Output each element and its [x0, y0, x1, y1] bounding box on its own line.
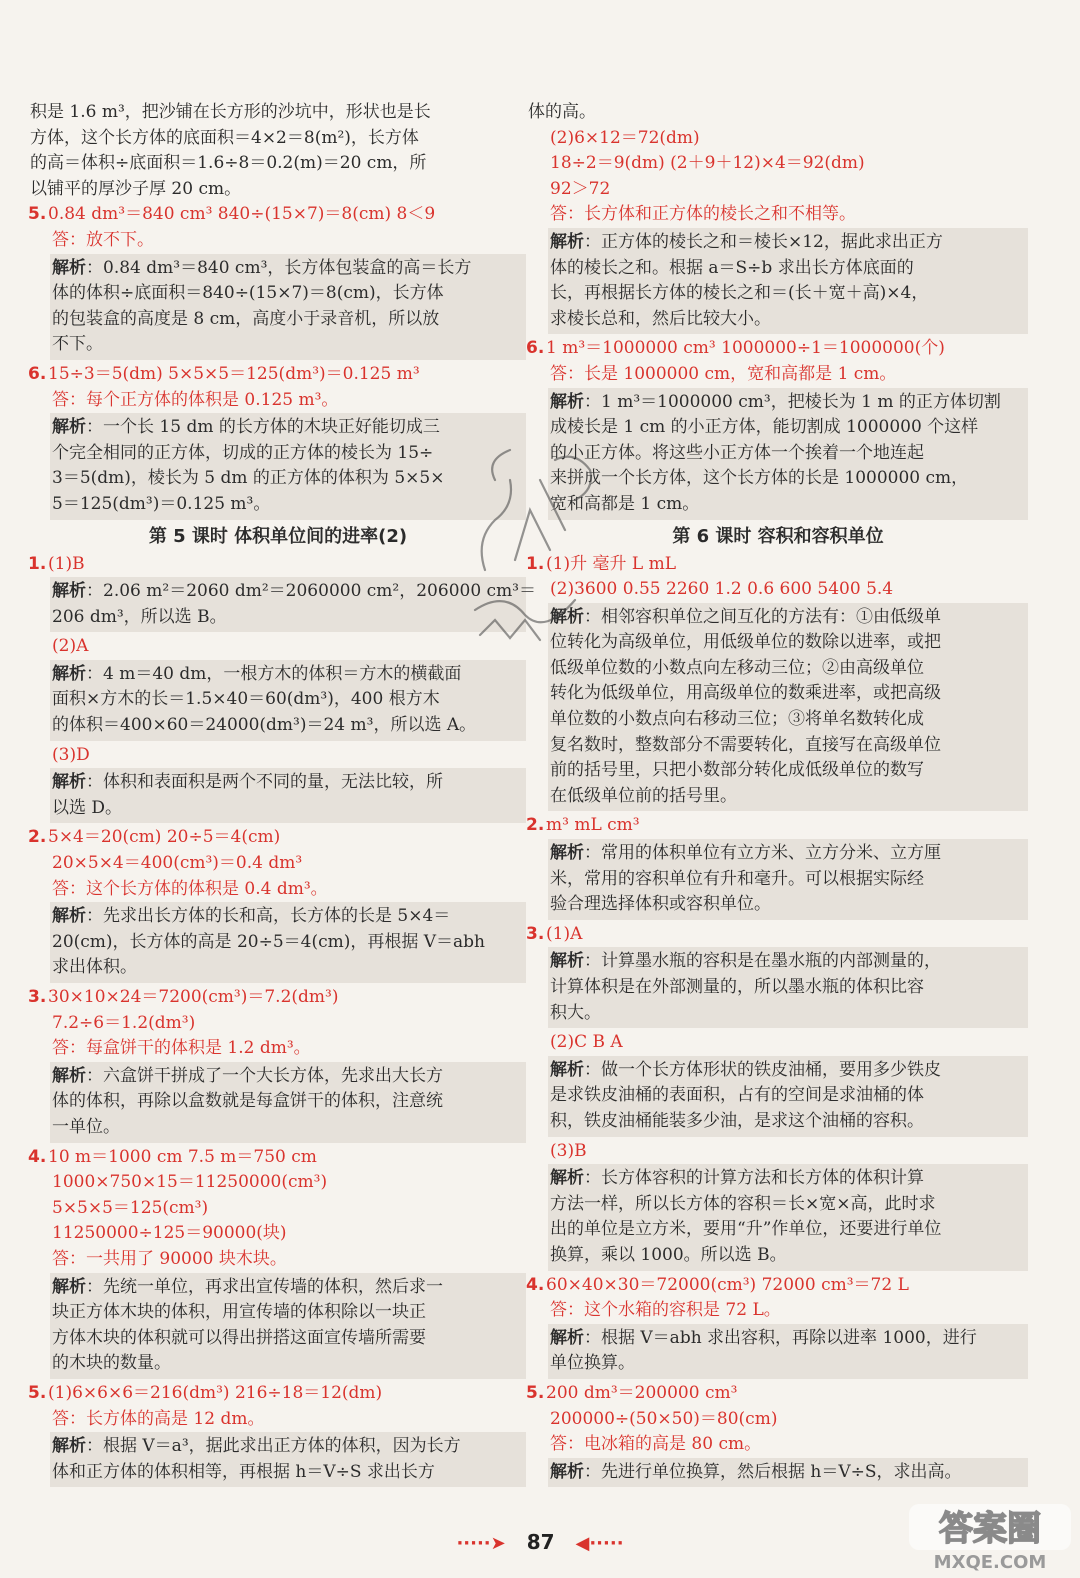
prev-arrow-icon: ◀·····: [575, 1533, 624, 1554]
analysis-text: ：2.06 m²＝2060 dm²＝2060000 cm²，206000 cm³＝: [86, 581, 537, 602]
analysis-block: [50, 254, 526, 360]
analysis-text: 成棱长是 1 cm 的小正方体，能切割成 1000000 个这样: [550, 417, 979, 438]
analysis-text: ：计算墨水瓶的容积是在墨水瓶的内部测量的，: [584, 951, 941, 972]
analysis-line: [548, 390, 1024, 416]
analysis-line: [548, 1217, 1024, 1243]
question-answer-line: [30, 825, 526, 851]
analysis-text: 单位换算。: [550, 1353, 635, 1374]
analysis-line: [50, 415, 522, 441]
question-number: 5.: [28, 204, 47, 225]
analysis-label: 解析: [52, 581, 86, 602]
text-line: 体的高。: [528, 102, 596, 122]
analysis-line: [548, 1109, 1024, 1135]
analysis-text: 前的括号里，只把小数部分转化成低级单位的数写: [550, 760, 924, 781]
analysis-text: 20(cm)，长方体的高是 20÷5＝4(cm)，再根据 V＝abh: [52, 931, 486, 952]
analysis-line: [548, 1166, 1024, 1192]
text-line: 积是 1.6 m³，把沙铺在长方形的沙坑中，形状也是长: [30, 102, 431, 122]
analysis-text: 以选 D。: [52, 797, 123, 818]
question-answer-line: [528, 336, 1028, 362]
analysis-label: 解析: [550, 606, 584, 627]
analysis-text: 方法一样，所以长方体的容积＝长×宽×高，此时求: [550, 1193, 936, 1214]
analysis-block: [548, 1056, 1028, 1137]
answer-line: 答：一共用了 90000 块木块。: [52, 1248, 287, 1269]
analysis-line: [50, 1326, 522, 1352]
analysis-line: [548, 630, 1024, 656]
analysis-line: [50, 1115, 522, 1141]
analysis-line: [50, 1300, 522, 1326]
analysis-text: ：4 m＝40 dm，一根方木的体积＝方木的横截面: [86, 663, 462, 684]
analysis-text: 体和正方体的体积相等，再根据 h＝V÷S 求出长方: [52, 1461, 435, 1482]
analysis-line: [548, 605, 1024, 631]
analysis-text: ：先统一单位，再求出宣传墙的体积，然后求一: [86, 1276, 443, 1297]
analysis-line: [548, 230, 1024, 256]
answer-line: 20×5×4＝400(cm³)＝0.4 dm³: [52, 853, 303, 874]
question-number: 5.: [526, 1382, 545, 1403]
analysis-text: 是求铁皮油桶的表面积，占有的空间是求油桶的体: [550, 1085, 924, 1106]
analysis-label: 解析: [52, 257, 86, 278]
analysis-line: [548, 1243, 1024, 1269]
watermark-logo: [905, 1500, 1075, 1572]
analysis-text: 一单位。: [52, 1116, 120, 1137]
analysis-label: 解析: [52, 1276, 86, 1297]
analysis-label: 解析: [52, 1436, 86, 1457]
answer-text: 0.84 dm³＝840 cm³ 840÷(15×7)＝8(cm) 8＜9: [48, 204, 436, 225]
answer-line: 7.2÷6＝1.2(dm³): [52, 1012, 196, 1033]
analysis-line: [50, 904, 522, 930]
analysis-text: ：长方体容积的计算方法和长方体的体积计算: [584, 1168, 924, 1189]
answer-text: 10 m＝1000 cm 7.5 m＝750 cm: [48, 1146, 317, 1167]
analysis-line: [50, 1460, 522, 1486]
question-number: 6.: [28, 363, 47, 384]
analysis-line: [548, 256, 1024, 282]
answer-line: 200000÷(50×50)＝80(cm): [550, 1408, 778, 1429]
text-line: 方体，这个长方体的底面积＝4×2＝8(m²)，长方体: [30, 127, 419, 148]
analysis-block: [50, 1062, 526, 1143]
analysis-line: [548, 1351, 1024, 1377]
analysis-line: [548, 707, 1024, 733]
analysis-line: [548, 492, 1024, 518]
analysis-text: 长，再根据长方体的棱长之和＝(长＋宽＋高)×4，: [550, 283, 929, 304]
answer-text: 200 dm³＝200000 cm³: [546, 1382, 738, 1403]
analysis-line: [548, 1083, 1024, 1109]
analysis-block: [548, 1458, 1028, 1488]
analysis-line: [548, 441, 1024, 467]
analysis-text: ：正方体的棱长之和＝棱长×12，据此求出正方: [584, 231, 943, 252]
question-answer-line: [528, 922, 1028, 948]
analysis-label: 解析: [52, 417, 86, 438]
analysis-label: 解析: [550, 951, 584, 972]
answer-text: 5×4＝20(cm) 20÷5＝4(cm): [48, 827, 281, 848]
analysis-label: 解析: [550, 843, 584, 864]
analysis-text: 位转化为高级单位，用低级单位的数除以进率，或把: [550, 632, 941, 653]
analysis-line: [50, 281, 522, 307]
analysis-block: [548, 228, 1028, 334]
analysis-text: 积大。: [550, 1002, 601, 1023]
text-line: 的高＝体积÷底面积＝1.6÷8＝0.2(m)＝20 cm，所: [30, 153, 427, 174]
analysis-text: 不下。: [52, 334, 103, 355]
analysis-text: ：先求出长方体的长和高，长方体的长是 5×4＝: [86, 906, 451, 927]
analysis-line: [50, 1275, 522, 1301]
analysis-text: 体的体积÷底面积＝840÷(15×7)＝8(cm)，长方体: [52, 283, 444, 304]
answer-text: m³ mL cm³: [546, 815, 640, 836]
question-answer-line: [30, 1381, 526, 1407]
question-number: 6.: [526, 338, 545, 359]
analysis-text: 体的体积，再除以盒数就是每盒饼干的体积，注意统: [52, 1091, 443, 1112]
analysis-text: ：体积和表面积是两个不同的量，无法比较，所: [86, 772, 443, 793]
answer-line: 11250000÷125＝90000(块): [52, 1223, 287, 1244]
question-number: 5.: [28, 1382, 47, 1403]
answer-line: 答：这个长方体的体积是 0.4 dm³。: [52, 878, 328, 899]
analysis-line: [548, 949, 1024, 975]
next-arrow-icon: ·····➤: [456, 1533, 506, 1554]
analysis-label: 解析: [550, 1168, 584, 1189]
analysis-label: 解析: [550, 231, 584, 252]
analysis-text: 求棱长总和，然后比较大小。: [550, 308, 771, 329]
question-answer-line: [30, 552, 526, 578]
page-number: 87: [526, 1530, 555, 1554]
lesson-heading: 第 5 课时 体积单位间的进率(2): [148, 525, 408, 547]
analysis-line: [50, 307, 522, 333]
answer-line: 答：这个水箱的容积是 72 L。: [550, 1300, 781, 1321]
answer-line: 答：放不下。: [52, 229, 154, 250]
analysis-line: [548, 281, 1024, 307]
question-number: 3.: [526, 923, 545, 944]
right-column: [528, 100, 1028, 1489]
analysis-text: 换算，乘以 1000。所以选 B。: [550, 1244, 787, 1265]
analysis-text: 复名数时，整数部分不需要转化，直接写在高级单位: [550, 734, 941, 755]
analysis-line: [548, 681, 1024, 707]
analysis-label: 解析: [52, 663, 86, 684]
analysis-line: [50, 687, 522, 713]
analysis-text: 的木块的数量。: [52, 1353, 171, 1374]
answer-line: 答：长方体和正方体的棱长之和不相等。: [550, 204, 856, 225]
analysis-line: [50, 955, 522, 981]
analysis-text: 个完全相同的正方体，切成的正方体的棱长为 15÷: [52, 442, 434, 463]
analysis-text: 低级单位数的小数点向左移动三位；②由高级单位: [550, 657, 924, 678]
analysis-text: 验合理选择体积或容积单位。: [550, 894, 771, 915]
answer-line: (2)3600 0.55 2260 1.2 0.6 600 5400 5.4: [550, 579, 894, 600]
answer-line: 答：电冰箱的高是 80 cm。: [550, 1434, 762, 1455]
analysis-text: 来拼成一个长方体，这个长方体的长是 1000000 cm，: [550, 468, 969, 489]
analysis-line: [50, 796, 522, 822]
question-answer-line: [30, 1145, 526, 1171]
analysis-line: [50, 605, 522, 631]
analysis-text: 的包装盒的高度是 8 cm，高度小于录音机，所以放: [52, 308, 440, 329]
analysis-text: 块正方体木块的体积，用宣传墙的体积除以一块正: [52, 1302, 426, 1323]
answer-line: 92＞72: [550, 178, 611, 199]
analysis-block: [50, 1432, 526, 1487]
analysis-line: [50, 441, 522, 467]
analysis-block: [548, 603, 1028, 812]
analysis-text: 单位数的小数点向右移动三位；③将单名数转化成: [550, 709, 924, 730]
answer-text: 1 m³＝1000000 cm³ 1000000÷1＝1000000(个): [546, 338, 945, 359]
analysis-line: [50, 770, 522, 796]
analysis-text: 计算体积是在外部测量的，所以墨水瓶的体积比容: [550, 977, 924, 997]
analysis-block: [50, 1273, 526, 1379]
analysis-line: [548, 1326, 1024, 1352]
analysis-text: ：根据 V＝a³，据此求出正方体的体积，因为长方: [86, 1436, 461, 1457]
analysis-label: 解析: [550, 1059, 584, 1080]
analysis-text: 面积×方木的长＝1.5×40＝60(dm³)，400 根方木: [52, 689, 440, 710]
analysis-text: ：先进行单位换算，然后根据 h＝V÷S，求出高。: [584, 1461, 962, 1482]
analysis-line: [548, 1001, 1024, 1027]
analysis-block: [50, 768, 526, 823]
question-answer-line: [30, 202, 526, 228]
analysis-label: 解析: [550, 391, 584, 412]
analysis-block: [548, 947, 1028, 1028]
analysis-block: [548, 839, 1028, 920]
question-answer-line: [30, 362, 526, 388]
analysis-text: ：根据 V＝abh 求出容积，再除以进率 1000，进行: [584, 1327, 977, 1348]
analysis-text: ：一个长 15 dm 的长方体的木块正好能切成三: [86, 417, 440, 438]
analysis-line: [50, 579, 537, 605]
question-answer-line: [528, 813, 1028, 839]
lesson-heading: 第 6 课时 容积和容积单位: [672, 525, 884, 547]
analysis-line: [50, 332, 522, 358]
answer-line: (2)6×12＝72(dm): [550, 127, 700, 148]
analysis-block: [548, 1164, 1028, 1270]
analysis-text: 积，铁皮油桶能装多少油，是求这个油桶的容积。: [550, 1110, 924, 1131]
analysis-text: ：1 m³＝1000000 cm³，把棱长为 1 m 的正方体切割: [584, 391, 1001, 412]
analysis-line: [548, 1192, 1024, 1218]
analysis-text: ：做一个长方体形状的铁皮油桶，要用多少铁皮: [584, 1059, 941, 1080]
question-answer-line: [528, 1273, 1028, 1299]
question-number: 1.: [526, 553, 545, 574]
analysis-line: [548, 733, 1024, 759]
answer-line: (3)B: [550, 1140, 587, 1161]
analysis-text: 宽和高都是 1 cm。: [550, 493, 700, 514]
analysis-line: [50, 256, 522, 282]
question-number: 1.: [28, 553, 47, 574]
analysis-text: ：常用的体积单位有立方米、立方分米、立方厘: [584, 843, 941, 864]
analysis-line: [548, 307, 1024, 333]
answer-text: (1)升 毫升 L mL: [546, 553, 676, 574]
analysis-text: 5＝125(dm³)＝0.125 m³。: [52, 493, 271, 514]
question-number: 2.: [526, 815, 545, 836]
analysis-line: [548, 841, 1024, 867]
analysis-block: [50, 902, 526, 983]
analysis-line: [50, 1351, 522, 1377]
left-column: [28, 100, 537, 1489]
analysis-line: [548, 892, 1024, 918]
answer-text: (1)6×6×6＝216(dm³) 216÷18＝12(dm): [48, 1382, 383, 1403]
analysis-line: [50, 662, 522, 688]
analysis-block: [50, 660, 526, 741]
analysis-line: [50, 1089, 522, 1115]
answer-text: 60×40×30＝72000(cm³) 72000 cm³＝72 L: [546, 1274, 909, 1295]
question-answer-line: [30, 985, 526, 1011]
analysis-text: 转化为低级单位，用高级单位的数乘进率，或把高级: [550, 683, 941, 704]
answer-line: 答：长方体的高是 12 dm。: [52, 1408, 265, 1429]
answer-line: 答：长是 1000000 cm，宽和高都是 1 cm。: [550, 363, 897, 384]
analysis-label: 解析: [550, 1461, 584, 1482]
analysis-line: [50, 1434, 522, 1460]
analysis-line: [548, 656, 1024, 682]
answer-line: 5×5×5＝125(cm³): [52, 1197, 209, 1218]
analysis-block: [548, 388, 1028, 520]
analysis-line: [50, 713, 522, 739]
answer-line: 18÷2＝9(dm) (2＋9＋12)×4＝92(dm): [550, 153, 865, 174]
analysis-text: 出的单位是立方米，要用“升”作单位，还要进行单位: [550, 1219, 942, 1240]
analysis-label: 解析: [52, 906, 86, 927]
analysis-text: 在低级单位前的括号里。: [550, 785, 737, 806]
svg-text:MXQE.COM: MXQE.COM: [933, 1552, 1047, 1573]
answer-line: (2)A: [52, 636, 89, 657]
question-number: 4.: [28, 1146, 47, 1167]
analysis-line: [548, 867, 1024, 893]
answer-line: 答：每盒饼干的体积是 1.2 dm³。: [52, 1038, 311, 1059]
question-number: 2.: [28, 827, 47, 848]
analysis-block: [548, 1324, 1028, 1379]
analysis-text: 方体木块的体积就可以得出拼搭这面宣传墙所需要: [52, 1327, 426, 1348]
answer-text: 15÷3＝5(dm) 5×5×5＝125(dm³)＝0.125 m³: [48, 363, 420, 384]
text-line: 以铺平的厚沙子厚 20 cm。: [30, 178, 242, 199]
analysis-line: [50, 466, 522, 492]
analysis-label: 解析: [52, 1065, 86, 1086]
analysis-line: [548, 466, 1024, 492]
question-number: 4.: [526, 1274, 545, 1295]
analysis-label: 解析: [52, 772, 86, 793]
analysis-text: ：六盒饼干拼成了一个大长方体，先求出大长方: [86, 1065, 443, 1086]
question-answer-line: [528, 1381, 1028, 1407]
answer-text: (1)A: [546, 923, 583, 944]
answer-line: 1000×750×15＝11250000(cm³): [52, 1172, 328, 1193]
analysis-text: 3＝5(dm)，棱长为 5 dm 的正方体的体积为 5×5×: [52, 468, 445, 489]
analysis-label: 解析: [550, 1327, 584, 1348]
analysis-line: [548, 1058, 1024, 1084]
analysis-line: [548, 758, 1024, 784]
analysis-line: [50, 1064, 522, 1090]
analysis-text: ：0.84 dm³＝840 cm³，长方体包装盒的高＝长方: [86, 257, 472, 278]
handwritten-stamp-icon: [455, 420, 605, 650]
answer-line: (3)D: [52, 744, 90, 765]
analysis-line: [548, 415, 1024, 441]
analysis-line: [548, 1460, 1024, 1486]
answer-line: (2)C B A: [550, 1032, 623, 1053]
analysis-text: ：相邻容积单位之间互化的方法有：①由低级单: [584, 606, 941, 627]
answer-text: 30×10×24＝7200(cm³)＝7.2(dm³): [48, 987, 339, 1007]
analysis-text: 体的棱长之和。根据 a＝S÷b 求出长方体底面的: [550, 257, 914, 278]
svg-text:答案圈: 答案圈: [939, 1509, 1041, 1549]
analysis-text: 米，常用的容积单位有升和毫升。可以根据实际经: [550, 868, 924, 889]
answer-text: (1)B: [48, 553, 85, 574]
analysis-line: [548, 784, 1024, 810]
analysis-text: 求出体积。: [52, 957, 137, 978]
analysis-text: 的小正方体。将这些小正方体一个挨着一个地连起: [550, 442, 924, 463]
analysis-line: [50, 492, 522, 518]
answer-line: 答：每个正方体的体积是 0.125 m³。: [52, 389, 339, 410]
analysis-line: [548, 975, 1024, 1001]
question-number: 3.: [28, 987, 47, 1007]
analysis-line: [50, 930, 522, 956]
analysis-text: 206 dm³，所以选 B。: [52, 606, 227, 627]
analysis-text: 的体积＝400×60＝24000(dm³)＝24 m³，所以选 A。: [52, 715, 477, 736]
